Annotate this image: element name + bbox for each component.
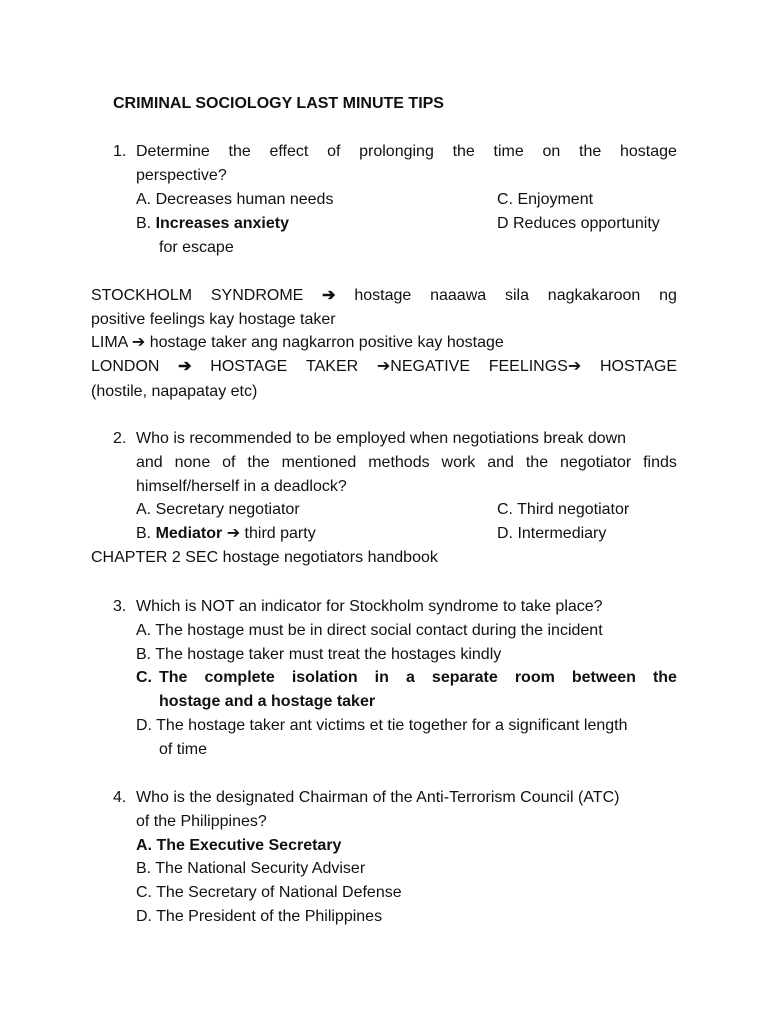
q4-option-d: D. The President of the Philippines: [136, 908, 383, 925]
q2-option-b-note: ➔ third party: [226, 525, 316, 542]
q2-option-b-answer: Mediator: [155, 525, 223, 542]
q1-word: time: [493, 143, 524, 160]
q2-word: and: [136, 454, 163, 471]
q3-option-d: D. The hostage taker ant victims et tie together for a significant length: [136, 717, 628, 734]
note-word: HOSTAGE: [599, 358, 677, 375]
q2-word: mentioned: [281, 454, 357, 471]
q1-option-b-letter: B.: [136, 215, 152, 232]
note-word: LONDON: [91, 358, 160, 375]
q3-option-a: A. The hostage must be in direct social contact during the incident: [136, 622, 603, 639]
q3-line-1: Which is NOT an indicator for Stockholm syndrome to take place?: [136, 598, 603, 615]
q2-word: none: [174, 454, 211, 471]
q2-reference-note: CHAPTER 2 SEC hostage negotiators handbook: [91, 549, 438, 566]
q4-option-a: A. The Executive Secretary: [136, 837, 342, 854]
q3-word: between: [571, 669, 636, 686]
q1-option-d: D Reduces opportunity: [497, 215, 660, 232]
q2-word: the: [525, 454, 549, 471]
q1-option-c: C. Enjoyment: [497, 191, 594, 208]
q3-word: in: [374, 669, 389, 686]
q3-option-c-letter: C.: [136, 669, 152, 686]
note-lima: LIMA ➔ hostage taker ang nagkarron positive kay hostage: [91, 334, 504, 351]
q2-line-3: himself/herself in a deadlock?: [136, 478, 347, 495]
q1-number: 1.: [113, 143, 127, 160]
q2-option-b-letter: B.: [136, 525, 152, 542]
q2-word: the: [247, 454, 270, 471]
note-stockholm-line-2: positive feelings kay hostage taker: [91, 311, 336, 328]
note-london-line-2: (hostile, napapatay etc): [91, 383, 258, 400]
q2-option-b: [136, 524, 316, 544]
q2-word: methods: [368, 454, 430, 471]
q3-option-d-line-2: of time: [159, 741, 208, 758]
note-word: TAKER: [306, 358, 359, 375]
q3-word: room: [514, 669, 555, 686]
q1-word: on: [542, 143, 561, 160]
q1-option-a: A. Decreases human needs: [136, 191, 334, 208]
q2-word: negotiator: [560, 454, 632, 471]
note-word: sila: [504, 287, 529, 304]
q3-word: separate: [431, 669, 498, 686]
q3-number: 3.: [113, 598, 127, 615]
q3-option-c-line-2: hostage and a hostage taker: [159, 693, 376, 710]
q1-word: hostage: [619, 143, 677, 160]
q4-line-1: Who is the designated Chairman of the Anti-Terrorism Council (ATC): [136, 789, 620, 806]
q2-option-c: C. Third negotiator: [497, 501, 630, 518]
q3-option-b: B. The hostage taker must treat the hostages kindly: [136, 646, 502, 663]
note-london-line-1: [91, 357, 677, 377]
q2-number: 2.: [113, 430, 127, 447]
q3-word: the: [652, 669, 677, 686]
q1-word: effect: [269, 143, 309, 160]
note-word: ng: [659, 287, 677, 304]
q1-word: the: [579, 143, 602, 160]
q4-number: 4.: [113, 789, 127, 806]
q4-option-b: B. The National Security Adviser: [136, 860, 366, 877]
q1-word: the: [452, 143, 475, 160]
note-word: SYNDROME: [210, 287, 304, 304]
note-word: ➔NEGATIVE: [376, 358, 470, 375]
q3-option-c-line-1: [159, 668, 677, 688]
q2-option-a: A. Secretary negotiator: [136, 501, 300, 518]
q2-word: of: [222, 454, 236, 471]
q2-word: work: [441, 454, 476, 471]
q2-word: and: [487, 454, 514, 471]
q2-option-d: D. Intermediary: [497, 525, 607, 542]
q1-word: of: [327, 143, 341, 160]
note-word: nagkakaroon: [547, 287, 641, 304]
q4-option-c: C. The Secretary of National Defense: [136, 884, 402, 901]
q3-word: a: [405, 669, 415, 686]
q1-option-b-answer: Increases anxiety: [155, 215, 289, 232]
q1-line-2: perspective?: [136, 167, 227, 184]
note-word: naaawa: [430, 287, 487, 304]
note-word: hostage: [354, 287, 412, 304]
arrow-right-icon: ➔: [322, 287, 336, 304]
q3-word: The: [159, 669, 188, 686]
note-word: FEELINGS➔: [488, 358, 582, 375]
note-word: STOCKHOLM: [91, 287, 193, 304]
q1-word: prolonging: [359, 143, 434, 160]
q1-option-b: [136, 214, 289, 234]
q3-word: complete: [204, 669, 275, 686]
q1-line-1: [136, 142, 677, 162]
note-stockholm-line-1: [91, 286, 677, 306]
note-word: HOSTAGE: [210, 358, 288, 375]
q1-word: the: [228, 143, 251, 160]
arrow-right-icon: ➔: [178, 358, 192, 375]
q4-line-2: of the Philippines?: [136, 813, 267, 830]
document-title: CRIMINAL SOCIOLOGY LAST MINUTE TIPS: [113, 95, 444, 112]
q1-option-b-continued: for escape: [159, 239, 234, 256]
q2-line-2: [136, 453, 677, 473]
q2-word: finds: [643, 454, 677, 471]
q3-word: isolation: [291, 669, 358, 686]
q1-word: Determine: [136, 143, 210, 160]
q2-line-1: Who is recommended to be employed when negotiations break down: [136, 430, 627, 447]
